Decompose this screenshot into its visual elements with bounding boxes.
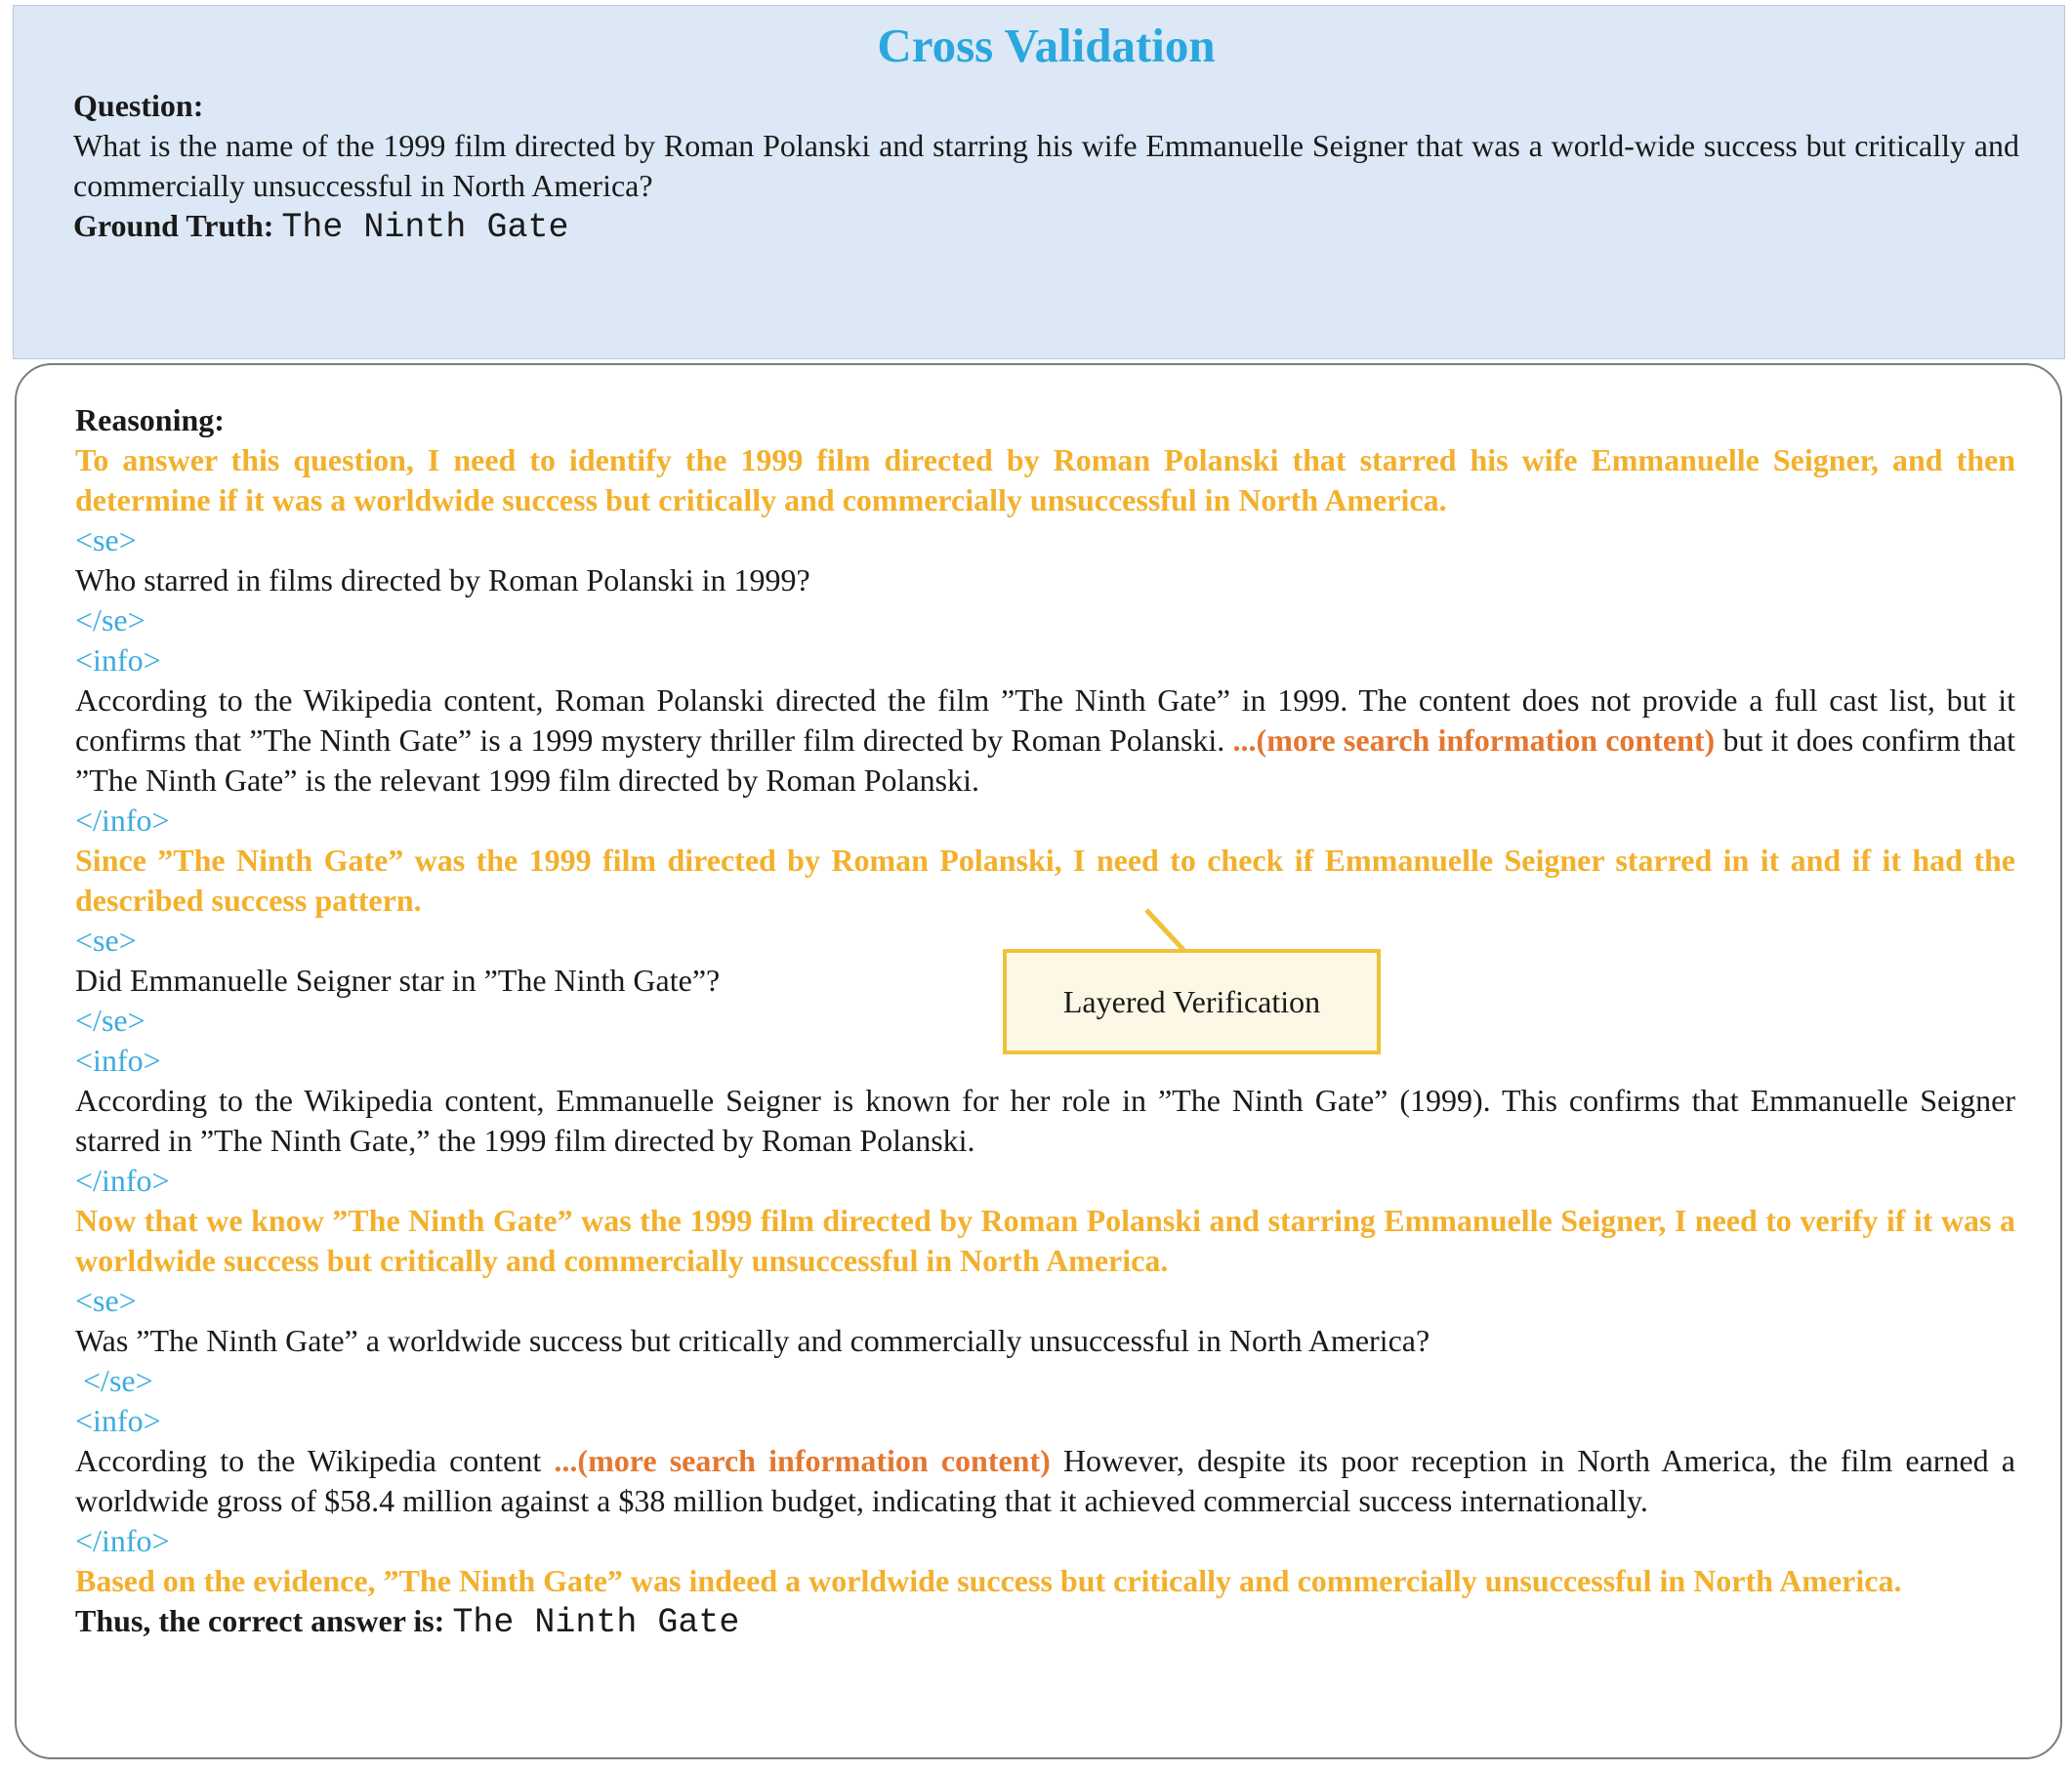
text-segment-gold: Now that we know ”The Ninth Gate” was the 1999 film directed by Roman Polanski and starring Emmanuelle Seigner, I need to verify if it was a worldwide success but critically and commercially unsuccessful in North America. bbox=[75, 1203, 2015, 1278]
text-segment-tag: <info> bbox=[75, 642, 161, 678]
reasoning-paragraph bbox=[75, 1441, 2015, 1521]
reasoning-paragraph bbox=[75, 841, 2015, 921]
reasoning-paragraph bbox=[75, 801, 2015, 841]
text-segment-tag: </se> bbox=[75, 602, 145, 638]
text-segment-plain: However, despite its poor reception in North America, the film earned a worldwide gross of $58.4 million against a $38 million budget, indicating that it achieved commercial success internationally. bbox=[75, 1443, 2016, 1518]
reasoning-paragraph bbox=[75, 1601, 2015, 1643]
text-segment-plain: Did Emmanuelle Seigner star in ”The Ninth Gate”? bbox=[75, 963, 721, 998]
reasoning-paragraph bbox=[75, 520, 2015, 560]
text-segment-tag: </info> bbox=[75, 1163, 170, 1198]
reasoning-paragraph bbox=[75, 1161, 2015, 1201]
text-segment-plain: According to the Wikipedia content, Emmanuelle Seigner is known for her role in ”The Ninth Gate” (1999). This confirms that Emmanuelle Seigner starred in ”The Ninth Gate,” the 1999 film directed by Roman Polanski. bbox=[75, 1083, 2015, 1158]
reasoning-paragraph bbox=[75, 1321, 2015, 1361]
text-segment-tag: <info> bbox=[75, 1043, 161, 1078]
reasoning-paragraph bbox=[75, 1281, 2015, 1321]
text-segment-orange: ...(more search information content) bbox=[1232, 722, 1716, 758]
reasoning-paragraph bbox=[75, 1401, 2015, 1441]
text-segment-plain: Was ”The Ninth Gate” a worldwide success but critically and commercially unsuccessful in North America? bbox=[75, 1323, 1430, 1358]
text-segment-gold: Since ”The Ninth Gate” was the 1999 film directed by Roman Polanski, I need to check if Emmanuelle Seigner starred in it and if it had the described success pattern. bbox=[75, 843, 2015, 918]
text-segment-plain: According to the Wikipedia content bbox=[75, 1443, 555, 1478]
text-segment-mono: The Ninth Gate bbox=[452, 1603, 740, 1642]
reasoning-paragraph bbox=[75, 1081, 2015, 1161]
text-segment-gold: Based on the evidence, ”The Ninth Gate” was indeed a worldwide success but critically and commercially unsuccessful in North America. bbox=[75, 1563, 1902, 1598]
text-segment-tag: </se> bbox=[75, 1363, 153, 1398]
reasoning-paragraph bbox=[75, 1561, 2015, 1601]
text-segment-bold: Thus, the correct answer is: bbox=[75, 1603, 453, 1638]
reasoning-paragraph bbox=[75, 600, 2015, 640]
question-text: What is the name of the 1999 film directed by Roman Polanski and starring his wife Emmanuelle Seigner that was a world-wide success but critically and commercially unsuccessful in North America? bbox=[73, 128, 2019, 203]
ground-truth-line bbox=[73, 206, 2019, 248]
text-segment-tag: </info> bbox=[75, 803, 170, 838]
reasoning-paragraph bbox=[75, 440, 2015, 520]
text-segment-plain: According to the Wikipedia content, Roman Polanski directed the film ”The Ninth Gate” in 1999. The content does not provide a full cast list, but it confirms that ”The Ninth Gate” is a 1999 mystery thriller film directed by Roman Polanski. bbox=[75, 682, 2015, 758]
text-segment-plain: Who starred in films directed by Roman Polanski in 1999? bbox=[75, 562, 810, 598]
reasoning-paragraph bbox=[75, 640, 2015, 680]
reasoning-paragraph bbox=[75, 680, 2015, 801]
text-segment-orange: ...(more search information content) bbox=[554, 1443, 1051, 1478]
ground-truth-label: Ground Truth: bbox=[73, 208, 274, 243]
reasoning-paragraph bbox=[75, 560, 2015, 600]
text-segment-tag: <se> bbox=[75, 923, 137, 958]
reasoning-label: Reasoning: bbox=[75, 402, 225, 437]
reasoning-paragraph bbox=[75, 1361, 2015, 1401]
text-segment-tag: </info> bbox=[75, 1523, 170, 1558]
question-label: Question: bbox=[73, 88, 204, 123]
callout-label: Layered Verification bbox=[1062, 983, 1321, 1019]
question-panel bbox=[13, 5, 2065, 359]
callout-pointer-line bbox=[1139, 903, 1189, 954]
text-segment-tag: </se> bbox=[75, 1003, 145, 1038]
reasoning-panel bbox=[15, 363, 2062, 1759]
text-segment-tag: <se> bbox=[75, 1283, 137, 1318]
text-segment-plain: but it does confirm that ”The Ninth Gate” is the relevant 1999 film directed by Roman Polanski. bbox=[75, 722, 2016, 798]
text-segment-tag: <info> bbox=[75, 1403, 161, 1438]
text-segment-gold: To answer this question, I need to identify the 1999 film directed by Roman Polanski that starred his wife Emmanuelle Seigner, and then determine if it was a worldwide success but critically and commercially unsuccessful in North America. bbox=[75, 442, 2015, 517]
reasoning-paragraph bbox=[75, 1201, 2015, 1281]
reasoning-paragraph bbox=[75, 1521, 2015, 1561]
callout-layered-verification bbox=[1003, 949, 1381, 1054]
figure-title: Cross Validation bbox=[877, 19, 1216, 72]
ground-truth-value: The Ninth Gate bbox=[281, 208, 569, 247]
text-segment-tag: <se> bbox=[75, 522, 137, 557]
